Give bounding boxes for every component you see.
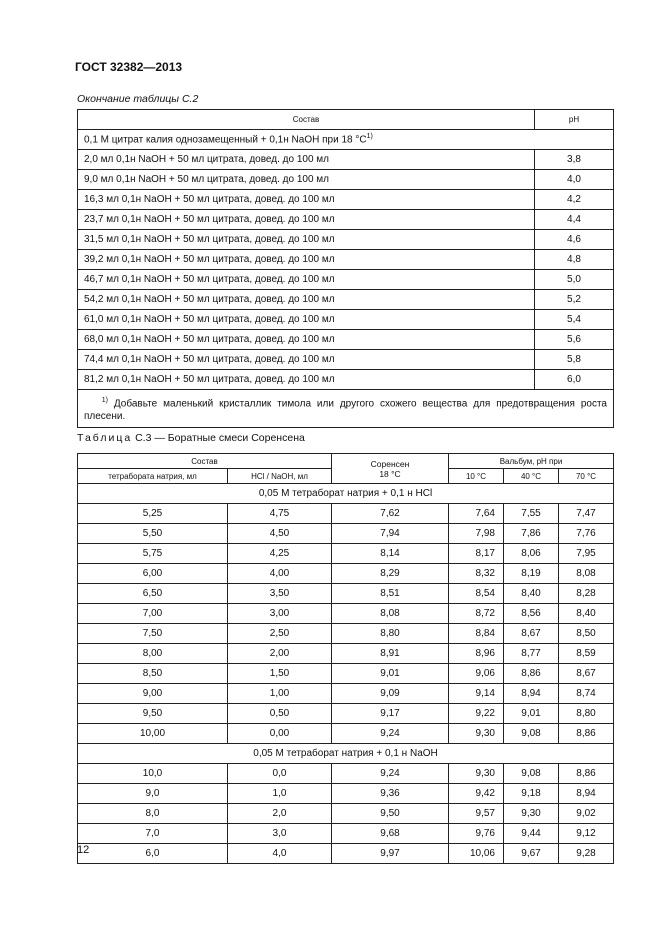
footnote-text: Добавьте маленький кристаллик тимола или другого схожего вещества для предотвращения роста плесени. (84, 398, 607, 423)
walbum-10-cell: 9,76 (449, 824, 504, 844)
sorensen-ph-cell: 9,36 (332, 784, 449, 804)
borate-ml-cell: 9,0 (78, 784, 228, 804)
walbum-40-cell: 8,19 (504, 564, 559, 584)
walbum-70-cell: 7,95 (559, 544, 614, 564)
walbum-40-cell: 8,56 (504, 604, 559, 624)
sorensen-ph-cell: 9,68 (332, 824, 449, 844)
table2-caption: Таблица С.3 — Боратные смеси Соренсена (77, 432, 305, 444)
walbum-40-cell: 7,86 (504, 524, 559, 544)
borate-ml-cell: 6,50 (78, 584, 228, 604)
table-row (78, 764, 614, 784)
composition-cell: 74,4 мл 0,1н NaOH + 50 мл цитрата, довед. до 100 мл (78, 350, 535, 370)
table-row (78, 604, 614, 624)
borate-ml-cell: 9,50 (78, 704, 228, 724)
citrate-table (77, 109, 614, 428)
walbum-70-cell: 8,94 (559, 784, 614, 804)
walbum-10-cell: 7,64 (449, 504, 504, 524)
walbum-70-cell: 8,80 (559, 704, 614, 724)
borate-ml-cell: 7,50 (78, 624, 228, 644)
acid-base-ml-cell: 4,75 (228, 504, 332, 524)
borate-ml-cell: 5,75 (78, 544, 228, 564)
walbum-40-cell: 9,30 (504, 804, 559, 824)
table1-header-row (78, 110, 614, 130)
table-row (78, 644, 614, 664)
acid-base-ml-cell: 4,0 (228, 844, 332, 864)
sorensen-ph-cell: 8,80 (332, 624, 449, 644)
walbum-40-cell: 8,67 (504, 624, 559, 644)
footnote-ref: 1) (366, 133, 373, 141)
acid-base-ml-cell: 0,00 (228, 724, 332, 744)
acid-base-ml-cell: 3,00 (228, 604, 332, 624)
walbum-70-cell: 7,76 (559, 524, 614, 544)
composition-cell: 46,7 мл 0,1н NaOH + 50 мл цитрата, довед. до 100 мл (78, 270, 535, 290)
borate-ml-cell: 8,00 (78, 644, 228, 664)
composition-cell: 16,3 мл 0,1н NaOH + 50 мл цитрата, довед. до 100 мл (78, 190, 535, 210)
walbum-10-cell: 9,42 (449, 784, 504, 804)
walbum-10-cell: 9,57 (449, 804, 504, 824)
table-row (78, 170, 614, 190)
walbum-10-cell: 9,22 (449, 704, 504, 724)
borate-ml-cell: 7,00 (78, 604, 228, 624)
composition-cell: 61,0 мл 0,1н NaOH + 50 мл цитрата, довед. до 100 мл (78, 310, 535, 330)
acid-base-ml-cell: 2,50 (228, 624, 332, 644)
header-acid-base: HCl / NaOH, мл (228, 469, 332, 484)
borate-ml-cell: 6,00 (78, 564, 228, 584)
ph-cell: 5,2 (535, 290, 614, 310)
table-row (78, 524, 614, 544)
table-row (78, 150, 614, 170)
composition-cell: 9,0 мл 0,1н NaOH + 50 мл цитрата, довед. до 100 мл (78, 170, 535, 190)
walbum-10-cell: 9,14 (449, 684, 504, 704)
walbum-40-cell: 9,67 (504, 844, 559, 864)
table-row (78, 504, 614, 524)
footnote (78, 390, 614, 428)
group-row (78, 484, 614, 504)
acid-base-ml-cell: 4,00 (228, 564, 332, 584)
table-row (78, 564, 614, 584)
borate-ml-cell: 9,00 (78, 684, 228, 704)
composition-cell: 81,2 мл 0,1н NaOH + 50 мл цитрата, довед. до 100 мл (78, 370, 535, 390)
acid-base-ml-cell: 0,0 (228, 764, 332, 784)
table-row (78, 350, 614, 370)
walbum-10-cell: 8,96 (449, 644, 504, 664)
table-row (78, 664, 614, 684)
composition-cell: 54,2 мл 0,1н NaOH + 50 мл цитрата, довед. до 100 мл (78, 290, 535, 310)
borate-ml-cell: 8,50 (78, 664, 228, 684)
table-row (78, 584, 614, 604)
ph-cell: 4,8 (535, 250, 614, 270)
walbum-40-cell: 8,94 (504, 684, 559, 704)
sorensen-ph-cell: 9,17 (332, 704, 449, 724)
acid-base-ml-cell: 4,25 (228, 544, 332, 564)
sorensen-ph-cell: 8,51 (332, 584, 449, 604)
table-row (78, 290, 614, 310)
composition-cell: 68,0 мл 0,1н NaOH + 50 мл цитрата, довед. до 100 мл (78, 330, 535, 350)
group-row (78, 744, 614, 764)
walbum-40-cell: 7,55 (504, 504, 559, 524)
walbum-40-cell: 8,06 (504, 544, 559, 564)
table-row (78, 724, 614, 744)
table1-group-title: 0,1 М цитрат калия однозамещенный + 0,1н NaOH при 18 $^\circ С^{1)}$ (78, 130, 614, 150)
walbum-10-cell: 9,30 (449, 724, 504, 744)
walbum-10-cell: 7,98 (449, 524, 504, 544)
acid-base-ml-cell: 1,00 (228, 684, 332, 704)
walbum-10-cell: 8,84 (449, 624, 504, 644)
walbum-10-cell: 8,32 (449, 564, 504, 584)
footnote-mark: 1) (101, 397, 108, 404)
table-row (78, 844, 614, 864)
walbum-10-cell: 9,06 (449, 664, 504, 684)
sorensen-ph-cell: 9,50 (332, 804, 449, 824)
walbum-70-cell: 8,40 (559, 604, 614, 624)
walbum-40-cell: 8,77 (504, 644, 559, 664)
ph-cell: 4,6 (535, 230, 614, 250)
composition-cell: 2,0 мл 0,1н NaOH + 50 мл цитрата, довед. до 100 мл (78, 150, 535, 170)
walbum-70-cell: 7,47 (559, 504, 614, 524)
ph-cell: 5,0 (535, 270, 614, 290)
sorensen-ph-cell: 8,29 (332, 564, 449, 584)
table-row (78, 270, 614, 290)
walbum-70-cell: 8,50 (559, 624, 614, 644)
walbum-70-cell: 8,67 (559, 664, 614, 684)
header-ph: pH (535, 110, 614, 130)
walbum-40-cell: 9,44 (504, 824, 559, 844)
sorensen-ph-cell: 7,94 (332, 524, 449, 544)
sorensen-ph-cell: 9,97 (332, 844, 449, 864)
table-row (78, 624, 614, 644)
header-t40: 40 °С (504, 469, 559, 484)
sorensen-ph-cell: 9,24 (332, 724, 449, 744)
sorensen-ph-cell: 9,09 (332, 684, 449, 704)
table1-group-row (78, 130, 614, 150)
walbum-70-cell: 9,12 (559, 824, 614, 844)
composition-cell: 31,5 мл 0,1н NaOH + 50 мл цитрата, довед. до 100 мл (78, 230, 535, 250)
table-row (78, 544, 614, 564)
borate-ml-cell: 6,0 (78, 844, 228, 864)
acid-base-ml-cell: 2,0 (228, 804, 332, 824)
document-code: ГОСТ 32382—2013 (75, 60, 183, 74)
sorensen-ph-cell: 9,01 (332, 664, 449, 684)
table-row (78, 210, 614, 230)
walbum-70-cell: 9,28 (559, 844, 614, 864)
borate-ml-cell: 10,00 (78, 724, 228, 744)
walbum-10-cell: 8,17 (449, 544, 504, 564)
walbum-10-cell: 9,30 (449, 764, 504, 784)
table2-header-row-1 (78, 454, 614, 469)
walbum-40-cell: 9,01 (504, 704, 559, 724)
acid-base-ml-cell: 0,50 (228, 704, 332, 724)
borate-ml-cell: 10,0 (78, 764, 228, 784)
header-borate: тетрабората натрия, мл (78, 469, 228, 484)
footnote-row (78, 390, 614, 428)
header-t70: 70 °С (559, 469, 614, 484)
table-row (78, 684, 614, 704)
borate-table (77, 453, 614, 864)
walbum-70-cell: 9,02 (559, 804, 614, 824)
walbum-10-cell: 8,54 (449, 584, 504, 604)
header-sorensen: Соренсен 18 °С (332, 454, 449, 484)
walbum-40-cell: 8,86 (504, 664, 559, 684)
group-title: 0,05 М тетраборат натрия + 0,1 н NaOH (78, 744, 614, 764)
table-row (78, 330, 614, 350)
composition-cell: 23,7 мл 0,1н NaOH + 50 мл цитрата, довед. до 100 мл (78, 210, 535, 230)
walbum-70-cell: 8,86 (559, 764, 614, 784)
acid-base-ml-cell: 1,0 (228, 784, 332, 804)
ph-cell: 5,4 (535, 310, 614, 330)
table-row (78, 250, 614, 270)
walbum-70-cell: 8,74 (559, 684, 614, 704)
header-composition: Состав (78, 454, 332, 469)
table-row (78, 804, 614, 824)
header-composition: Состав (78, 110, 535, 130)
walbum-70-cell: 8,86 (559, 724, 614, 744)
ph-cell: 4,4 (535, 210, 614, 230)
ph-cell: 4,0 (535, 170, 614, 190)
sorensen-ph-cell: 9,24 (332, 764, 449, 784)
walbum-70-cell: 8,28 (559, 584, 614, 604)
acid-base-ml-cell: 4,50 (228, 524, 332, 544)
walbum-40-cell: 9,08 (504, 724, 559, 744)
walbum-10-cell: 8,72 (449, 604, 504, 624)
borate-ml-cell: 5,50 (78, 524, 228, 544)
table-row (78, 310, 614, 330)
ph-cell: 6,0 (535, 370, 614, 390)
acid-base-ml-cell: 3,50 (228, 584, 332, 604)
ph-cell: 3,8 (535, 150, 614, 170)
walbum-70-cell: 8,59 (559, 644, 614, 664)
composition-cell: 39,2 мл 0,1н NaOH + 50 мл цитрата, довед. до 100 мл (78, 250, 535, 270)
sorensen-ph-cell: 8,91 (332, 644, 449, 664)
sorensen-ph-cell: 8,14 (332, 544, 449, 564)
acid-base-ml-cell: 3,0 (228, 824, 332, 844)
header-walbum: Вальбум, pH при (449, 454, 614, 469)
table1-caption: Окончание таблицы С.2 (77, 93, 199, 105)
walbum-40-cell: 9,08 (504, 764, 559, 784)
walbum-10-cell: 10,06 (449, 844, 504, 864)
walbum-40-cell: 9,18 (504, 784, 559, 804)
ph-cell: 4,2 (535, 190, 614, 210)
table-row (78, 190, 614, 210)
table-row (78, 230, 614, 250)
acid-base-ml-cell: 1,50 (228, 664, 332, 684)
table-row (78, 784, 614, 804)
borate-ml-cell: 8,0 (78, 804, 228, 824)
ph-cell: 5,8 (535, 350, 614, 370)
table-row (78, 704, 614, 724)
header-t10: 10 °С (449, 469, 504, 484)
sorensen-ph-cell: 7,62 (332, 504, 449, 524)
page-number: 12 (77, 844, 90, 856)
acid-base-ml-cell: 2,00 (228, 644, 332, 664)
walbum-40-cell: 8,40 (504, 584, 559, 604)
walbum-70-cell: 8,08 (559, 564, 614, 584)
table-row (78, 370, 614, 390)
group-title: 0,05 М тетраборат натрия + 0,1 н HCl (78, 484, 614, 504)
borate-ml-cell: 5,25 (78, 504, 228, 524)
ph-cell: 5,6 (535, 330, 614, 350)
sorensen-ph-cell: 8,08 (332, 604, 449, 624)
table-row (78, 824, 614, 844)
borate-ml-cell: 7,0 (78, 824, 228, 844)
